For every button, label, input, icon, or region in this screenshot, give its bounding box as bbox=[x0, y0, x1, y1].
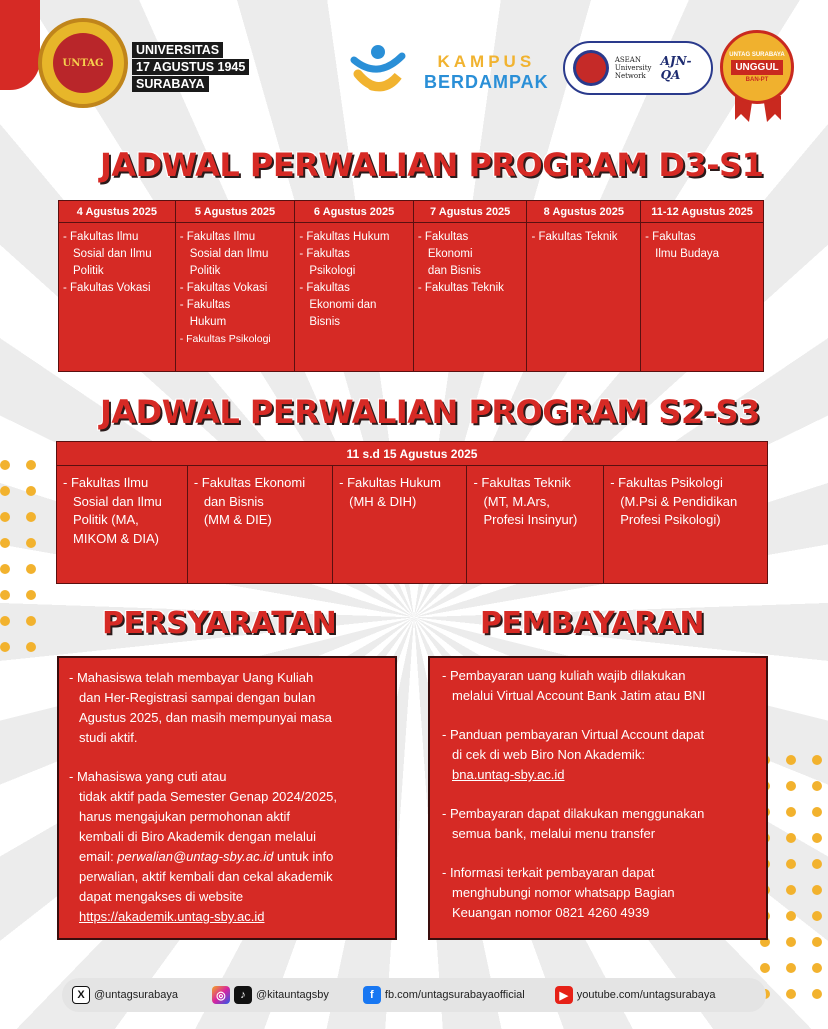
facebook-url: fb.com/untagsurabayaofficial bbox=[384, 989, 525, 1001]
s2-s3-title: JADWAL PERWALIAN PROGRAM S2-S3 bbox=[100, 393, 760, 431]
text-line: - Fakultas Hukum bbox=[299, 231, 390, 243]
x-logo-icon: X bbox=[72, 986, 90, 1004]
ajn-qa-text: AJN-QA bbox=[660, 54, 692, 82]
dot-decoration bbox=[786, 989, 796, 999]
dot-decoration bbox=[786, 807, 796, 817]
ig-tiktok-handle: @kitauntagsby bbox=[255, 989, 329, 1001]
text-line: - Fakultas bbox=[299, 282, 350, 294]
text-line: - Fakultas Teknik bbox=[473, 475, 571, 490]
text-line: di cek di web Biro Non Akademik: bbox=[452, 747, 645, 762]
text-line: - Fakultas Teknik bbox=[531, 231, 618, 243]
text-line: - Fakultas Ilmu bbox=[63, 475, 149, 490]
table-cell bbox=[187, 466, 332, 584]
table-cell bbox=[467, 466, 604, 584]
dot-decoration bbox=[786, 859, 796, 869]
dot-decoration bbox=[812, 807, 822, 817]
text-line: - Fakultas Hukum bbox=[339, 475, 442, 490]
pembayaran-item-3 bbox=[442, 804, 756, 844]
university-line-1: UNIVERSITAS bbox=[132, 42, 223, 58]
dot-decoration bbox=[812, 859, 822, 869]
text-line: - Fakultas Ekonomi bbox=[193, 475, 306, 490]
dot-decoration bbox=[0, 538, 10, 548]
text-line: - Informasi terkait pembayaran dapat bbox=[442, 865, 655, 880]
text-line: dapat mengakses di website bbox=[79, 889, 244, 904]
bna-website-link[interactable]: bna.untag-sby.ac.id bbox=[452, 767, 565, 782]
dot-decoration bbox=[812, 937, 822, 947]
dot-decoration bbox=[786, 781, 796, 791]
youtube-social-item[interactable] bbox=[555, 986, 716, 1004]
akademik-website-link[interactable]: https://akademik.untag-sby.ac.id bbox=[79, 909, 265, 924]
table-header-date: 6 Agustus 2025 bbox=[295, 201, 413, 223]
dot-decoration bbox=[26, 616, 36, 626]
text-line: - Fakultas Teknik bbox=[417, 282, 504, 294]
pembayaran-item-2 bbox=[442, 725, 756, 785]
table-cell bbox=[527, 223, 641, 372]
dot-decoration bbox=[26, 486, 36, 496]
dot-decoration bbox=[0, 512, 10, 522]
table-header-row bbox=[59, 201, 764, 223]
dot-decoration bbox=[0, 642, 10, 652]
pembayaran-item-4 bbox=[442, 863, 756, 923]
text-line: harus mengajukan permohonan aktif bbox=[79, 809, 291, 824]
table-cell bbox=[604, 466, 768, 584]
text-line: studi aktif. bbox=[79, 730, 138, 745]
youtube-icon: ▶ bbox=[555, 986, 573, 1004]
persyaratan-email-line bbox=[69, 847, 385, 867]
text-line: Politik bbox=[73, 265, 104, 277]
text-line: Ilmu Budaya bbox=[655, 248, 720, 260]
text-line: Profesi Psikologi) bbox=[620, 512, 721, 527]
text-line: Agustus 2025, dan masih mempunyai masa bbox=[79, 710, 332, 725]
text-line: Politik bbox=[189, 265, 221, 277]
unggul-accreditation-badge bbox=[720, 30, 794, 104]
facebook-icon: f bbox=[363, 986, 381, 1004]
text-line: perwalian, aktif kembali dan cekal akademik bbox=[79, 869, 333, 884]
table-header-date: 8 Agustus 2025 bbox=[527, 201, 641, 223]
text-line: (MM & DIE) bbox=[203, 512, 272, 527]
text-line: semua bank, melalui menu transfer bbox=[452, 826, 656, 841]
dot-decoration bbox=[786, 963, 796, 973]
persyaratan-item-2-text bbox=[69, 767, 385, 847]
instagram-tiktok-social-item[interactable] bbox=[212, 986, 329, 1004]
table-cell bbox=[57, 466, 188, 584]
kampus-berdampak-logo-icon bbox=[348, 40, 408, 100]
text-line: - Mahasiswa telah membayar Uang Kuliah bbox=[69, 670, 314, 685]
unggul-main-text: UNGGUL bbox=[731, 60, 782, 75]
table-header-row bbox=[57, 442, 768, 466]
kampus-line-1: KAMPUS bbox=[437, 52, 536, 71]
text-line: - Fakultas Ilmu bbox=[179, 231, 256, 243]
dot-decoration bbox=[26, 590, 36, 600]
table-row bbox=[59, 223, 764, 372]
table-cell bbox=[413, 223, 527, 372]
dot-decoration bbox=[812, 963, 822, 973]
dot-decoration bbox=[0, 616, 10, 626]
dot-decoration bbox=[786, 911, 796, 921]
text-line: tidak aktif pada Semester Genap 2024/2025, bbox=[79, 789, 338, 804]
text-line: Sosial dan Ilmu bbox=[73, 248, 152, 260]
table-header-date: 4 Agustus 2025 bbox=[59, 201, 176, 223]
kampus-berdampak-text bbox=[424, 52, 549, 93]
pembayaran-item-2-text bbox=[442, 725, 756, 765]
text-line: - Fakultas bbox=[299, 248, 350, 260]
text-line: dan Bisnis bbox=[427, 265, 481, 277]
text-line: dan Bisnis bbox=[203, 493, 264, 509]
text-line: menghubungi nomor whatsapp Bagian bbox=[452, 885, 675, 900]
asean-ajn-qa-badge bbox=[563, 41, 713, 95]
dot-decoration bbox=[812, 885, 822, 895]
dot-decoration bbox=[812, 911, 822, 921]
social-footer bbox=[62, 978, 766, 1012]
dot-decoration bbox=[0, 590, 10, 600]
x-social-item[interactable] bbox=[72, 986, 178, 1004]
text-line: Hukum bbox=[189, 316, 227, 328]
email-prefix: email: bbox=[79, 849, 118, 864]
text-line: - Fakultas bbox=[645, 231, 696, 243]
unggul-bottom-text: BAN-PT bbox=[745, 76, 769, 83]
text-line: - Fakultas Ilmu bbox=[63, 231, 139, 243]
text-line: kembali di Biro Akademik dengan melalui bbox=[79, 829, 317, 844]
text-line: - Fakultas bbox=[179, 299, 231, 311]
dot-decoration bbox=[760, 963, 770, 973]
text-line: Politik (MA, bbox=[73, 512, 139, 527]
pembayaran-box bbox=[428, 656, 768, 940]
table-cell bbox=[59, 223, 176, 372]
text-line: - Fakultas Psikologi bbox=[610, 475, 723, 490]
text-line: Psikologi bbox=[309, 265, 356, 277]
text-line: (MT, M.Ars, bbox=[483, 493, 550, 509]
dot-decoration bbox=[0, 460, 10, 470]
d3-s1-schedule-table bbox=[58, 200, 764, 372]
text-line: - Fakultas Vokasi bbox=[63, 282, 151, 294]
s2-s3-schedule-table bbox=[56, 441, 768, 584]
kampus-line-2: BERDAMPAK bbox=[424, 72, 549, 92]
facebook-social-item[interactable] bbox=[363, 986, 525, 1004]
persyaratan-box bbox=[57, 656, 397, 940]
dot-decoration bbox=[786, 755, 796, 765]
persyaratan-item-1 bbox=[69, 668, 385, 748]
table-header-date-range: 11 s.d 15 Agustus 2025 bbox=[57, 442, 768, 466]
dot-decoration bbox=[812, 989, 822, 999]
text-line: melalui Virtual Account Bank Jatim atau BNI bbox=[452, 688, 706, 703]
text-line: Bisnis bbox=[309, 316, 341, 328]
asean-text: ASEAN University Network bbox=[614, 56, 652, 80]
instagram-icon: ◎ bbox=[212, 986, 230, 1004]
tiktok-icon: ♪ bbox=[234, 986, 252, 1004]
email-link[interactable]: perwalian@untag-sby.ac.id bbox=[117, 849, 274, 864]
persyaratan-title: PERSYARATAN bbox=[102, 606, 337, 641]
dot-decoration bbox=[0, 564, 10, 574]
text-line: Profesi Insinyur) bbox=[483, 512, 578, 527]
x-handle: @untagsurabaya bbox=[94, 989, 178, 1001]
email-suffix: untuk info bbox=[273, 849, 334, 864]
text-line: (M.Psi & Pendidikan bbox=[620, 493, 738, 509]
youtube-url: youtube.com/untagsurabaya bbox=[576, 989, 716, 1001]
dot-decoration bbox=[786, 833, 796, 843]
table-header-date: 11-12 Agustus 2025 bbox=[641, 201, 764, 223]
d3-s1-title: JADWAL PERWALIAN PROGRAM D3-S1 bbox=[100, 146, 764, 184]
untag-logo: UNTAG bbox=[38, 18, 128, 108]
text-line: Ekonomi dan bbox=[309, 299, 377, 311]
university-line-3: SURABAYA bbox=[132, 76, 209, 92]
text-line: Sosial dan Ilmu bbox=[73, 493, 162, 509]
unggul-top-text: UNTAG SURABAYA bbox=[729, 51, 785, 58]
table-header-date: 5 Agustus 2025 bbox=[175, 201, 295, 223]
dot-decoration bbox=[26, 642, 36, 652]
dot-decoration bbox=[786, 937, 796, 947]
table-row bbox=[57, 466, 768, 584]
text-line: - Pembayaran uang kuliah wajib dilakukan bbox=[442, 668, 686, 683]
text-line: (MH & DIH) bbox=[349, 493, 417, 509]
text-line: - Fakultas bbox=[417, 231, 469, 243]
pembayaran-item-1 bbox=[442, 666, 756, 706]
persyaratan-item-2-tail bbox=[69, 867, 385, 907]
text-line: - Fakultas Psikologi bbox=[179, 333, 271, 345]
dot-decoration bbox=[786, 885, 796, 895]
text-line: - Fakultas Vokasi bbox=[179, 282, 268, 294]
table-cell bbox=[333, 466, 467, 584]
text-line: Keuangan nomor 0821 4260 4939 bbox=[452, 905, 650, 920]
text-line: dan Her-Registrasi sampai dengan bulan bbox=[79, 690, 316, 705]
text-line: - Pembayaran dapat dilakukan menggunakan bbox=[442, 806, 705, 821]
dot-decoration bbox=[26, 460, 36, 470]
text-line: Ekonomi bbox=[427, 248, 473, 260]
dot-decoration bbox=[812, 755, 822, 765]
table-cell bbox=[175, 223, 295, 372]
dot-decoration bbox=[0, 486, 10, 496]
dot-decoration bbox=[26, 512, 36, 522]
dots-decoration-right bbox=[760, 755, 828, 1025]
asean-emblem-icon bbox=[573, 50, 609, 86]
university-name bbox=[132, 42, 249, 92]
corner-decoration bbox=[0, 0, 40, 90]
table-header-date: 7 Agustus 2025 bbox=[413, 201, 527, 223]
table-cell bbox=[641, 223, 764, 372]
text-line: MIKOM & DIA) bbox=[73, 530, 159, 546]
dot-decoration bbox=[26, 564, 36, 574]
text-line: - Mahasiswa yang cuti atau bbox=[69, 769, 227, 784]
dot-decoration bbox=[26, 538, 36, 548]
text-line: Sosial dan Ilmu bbox=[189, 248, 269, 260]
table-cell bbox=[295, 223, 413, 372]
pembayaran-title: PEMBAYARAN bbox=[480, 606, 705, 641]
university-line-2: 17 AGUSTUS 1945 bbox=[132, 59, 249, 75]
persyaratan-item-2 bbox=[69, 767, 385, 927]
dot-decoration bbox=[812, 781, 822, 791]
dot-decoration bbox=[812, 833, 822, 843]
text-line: - Panduan pembayaran Virtual Account dapat bbox=[442, 727, 705, 742]
